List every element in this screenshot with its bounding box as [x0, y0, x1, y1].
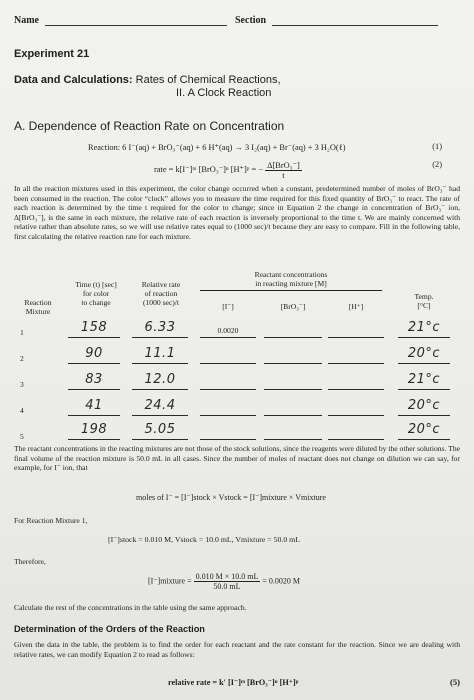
- row-4-iodide[interactable]: [200, 396, 256, 416]
- calc-denominator: 50.0 mL: [213, 582, 241, 591]
- header-hydrogen: [H⁺]: [348, 302, 364, 311]
- row-2-bromate[interactable]: [264, 344, 322, 364]
- equation-1: [14, 142, 460, 154]
- row-1-time[interactable]: 158: [68, 318, 120, 338]
- page-title: [14, 74, 460, 86]
- row-4-label: 4: [20, 406, 24, 415]
- orders-heading: Determination of the Orders of the Reaction: [14, 624, 205, 634]
- header-rate: Relative rate of reaction (1000 sec)/t: [141, 280, 181, 307]
- section-field[interactable]: [272, 16, 438, 26]
- for-mixture-1-label: For Reaction Mixture 1,: [14, 516, 88, 525]
- calc-lhs: [I⁻]mixture =: [148, 576, 192, 586]
- row-2-time[interactable]: 90: [68, 344, 120, 364]
- calc-fraction: [194, 572, 261, 591]
- row-3-bromate[interactable]: [264, 370, 322, 390]
- row-5-temp[interactable]: 20°c: [398, 420, 450, 440]
- row-5-hydrogen[interactable]: [328, 420, 384, 440]
- row-5-bromate[interactable]: [264, 420, 322, 440]
- data-table: [14, 262, 460, 442]
- header: [14, 10, 460, 26]
- header-bromate: [BrO₃⁻]: [280, 302, 306, 311]
- equation-1-text: Reaction: 6 I⁻(aq) + BrO₃⁻(aq) + 6 H⁺(aq) → 3 I₂(aq) + Br⁻(aq) + 3 H₂O(ℓ): [88, 143, 346, 152]
- row-4-time[interactable]: 41: [68, 396, 120, 416]
- row-1-temp[interactable]: 21°c: [398, 318, 450, 338]
- equation-2-number: (2): [432, 160, 442, 169]
- relative-rate-equation: relative rate = k′ [I⁻]ᵐ [BrO₃⁻]ⁿ [H⁺]ᵖ: [168, 678, 299, 687]
- row-3-time[interactable]: 83: [68, 370, 120, 390]
- name-label: Name: [14, 15, 39, 26]
- title-bold: Data and Calculations:: [14, 74, 133, 86]
- equation-2-numerator: Δ[BrO₃⁻]: [267, 161, 300, 170]
- row-5-label: 5: [20, 432, 24, 441]
- row-1-label: 1: [20, 328, 24, 337]
- row-2-temp[interactable]: 20°c: [398, 344, 450, 364]
- calc-rest-instruction: Calculate the rest of the concentrations in the table using the same approach.: [14, 603, 247, 612]
- row-3-hydrogen[interactable]: [328, 370, 384, 390]
- header-mixture: Reaction Mixture: [24, 298, 52, 316]
- name-field[interactable]: [45, 16, 227, 26]
- row-2-hydrogen[interactable]: [328, 344, 384, 364]
- row-2-label: 2: [20, 354, 24, 363]
- header-time: Time (t) [sec] for color to change: [75, 280, 117, 307]
- row-3-iodide[interactable]: [200, 370, 256, 390]
- row-3-temp[interactable]: 21°c: [398, 370, 450, 390]
- row-2-rate[interactable]: 11.1: [132, 344, 188, 364]
- equation-2: [14, 160, 460, 178]
- equation-2-lhs: rate = k[I⁻]ᵐ [BrO₃⁻]ⁿ [H⁺]ᵖ = −: [154, 164, 263, 174]
- concentration-calc: [148, 572, 300, 591]
- row-3-rate[interactable]: 12.0: [132, 370, 188, 390]
- row-4-bromate[interactable]: [264, 396, 322, 416]
- header-concentrations: Reactant concentrations in reacting mixture [M]: [200, 270, 382, 291]
- equation-2-denominator: t: [282, 171, 285, 180]
- title-rest: Rates of Chemical Reactions,: [132, 74, 281, 86]
- row-2-iodide[interactable]: [200, 344, 256, 364]
- orders-paragraph: Given the data in the table, the problem is to find the order for each reactant and the rate constant for the reaction. Since we are dealing with relative rates, we can modify Equation 2 to read as follows:: [14, 640, 460, 659]
- row-4-temp[interactable]: 20°c: [398, 396, 450, 416]
- equation-2-fraction: [265, 160, 302, 180]
- row-1-iodide[interactable]: 0.0020: [200, 318, 256, 338]
- section-label: Section: [235, 15, 267, 26]
- calc-rhs: = 0.0020 M: [262, 576, 300, 586]
- row-1-rate[interactable]: 6.33: [132, 318, 188, 338]
- equation-1-number: (1): [432, 142, 442, 151]
- page-subtitle: II. A Clock Reaction: [176, 87, 272, 99]
- row-5-rate[interactable]: 5.05: [132, 420, 188, 440]
- therefore-label: Therefore,: [14, 557, 46, 566]
- header-iodide: [I⁻]: [222, 302, 234, 311]
- moles-formula: moles of I⁻ = [I⁻]stock × Vstock = [I⁻]mixture × Vmixture: [136, 493, 326, 502]
- section-a-heading: A. Dependence of Reaction Rate on Concentration: [14, 119, 285, 133]
- row-5-iodide[interactable]: [200, 420, 256, 440]
- dilution-paragraph: The reactant concentrations in the reacting mixtures are not those of the stock solutions, since the reagents were diluted by the other solutions. The final volume of the reaction mixture is 50.0 mL in all cases. Since the number of moles of reactant does not change on dilution we can say, for example, for I⁻ ion, that: [14, 444, 460, 473]
- stock-values: [I⁻]stock = 0.010 M, Vstock = 10.0 mL, Vmixture = 50.0 mL: [108, 535, 301, 544]
- intro-paragraph: In all the reaction mixtures used in this experiment, the color change occurred when a constant, predetermined number of moles of BrO₃⁻ had been consumed in the reaction. The color “clock” allows you to measure the time required for this fixed quantity of BrO₃⁻ to react. The rate of each reaction is determined by the time t required for the color to change; since in Equation 2 the change in concentration of BrO₃⁻ ion, Δ[BrO₃⁻], is the same in each mixture, the relative rate of each reaction is inversely proportional to the time t. We are mainly concerned with relative rather than absolute rates, so we will use relative rates equal to (1000 sec)/t because they are easy to compare. Fill in the following table, first calculating the relative reaction rate for each mixture.: [14, 184, 460, 241]
- calc-numerator: 0.010 M × 10.0 mL: [195, 572, 259, 581]
- row-5-time[interactable]: 198: [68, 420, 120, 440]
- row-1-hydrogen[interactable]: [328, 318, 384, 338]
- equation-5-number: (5): [449, 677, 460, 687]
- row-1-bromate[interactable]: [264, 318, 322, 338]
- row-4-rate[interactable]: 24.4: [132, 396, 188, 416]
- row-4-hydrogen[interactable]: [328, 396, 384, 416]
- header-temp: Temp. [°C]: [414, 292, 434, 310]
- experiment-number: Experiment 21: [14, 48, 90, 60]
- row-3-label: 3: [20, 380, 24, 389]
